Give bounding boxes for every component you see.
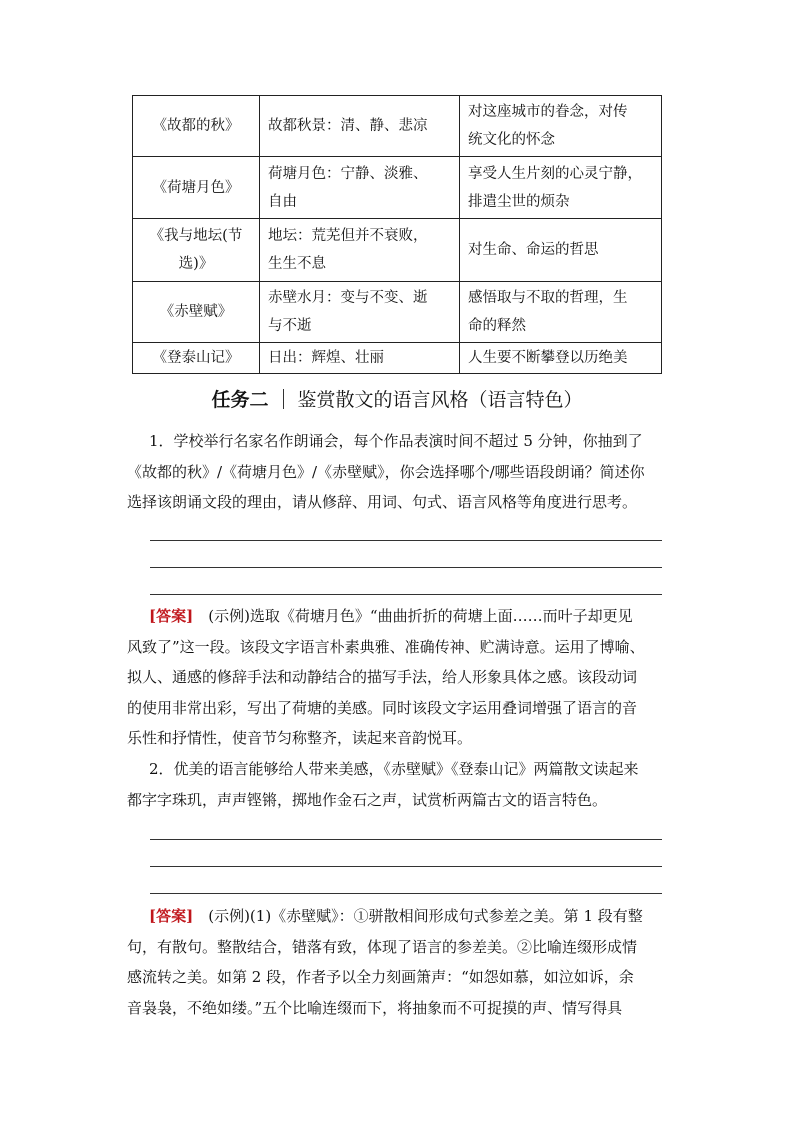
task-heading <box>0 383 794 417</box>
task-title-text: 鉴赏散文的语言风格（语言特色） <box>297 389 583 411</box>
answer-line: 乐性和抒情性，使音节匀称整齐，读起来音韵悦耳。 <box>127 729 473 747</box>
answer-blank-line <box>150 540 662 541</box>
question-line: 都字字珠玑，声声铿锵，掷地作金石之声，试赏析两篇古文的语言特色。 <box>127 790 608 809</box>
answer-blank-line <box>150 866 662 867</box>
answer-blank-line <box>150 594 662 595</box>
work-cell: 《我与地坛(节 选)》 <box>133 219 260 282</box>
question-line: 《故都的秋》/《荷塘月色》/《赤壁赋》，你会选择哪个/哪些语段朗诵？简述你 <box>127 462 645 481</box>
scene-cell: 荷塘月色：宁静、淡雅、 自由 <box>260 157 460 219</box>
emotion-cell: 享受人生片刻的心灵宁静， 排遣尘世的烦杂 <box>460 157 662 219</box>
answer-line: 拟人、通感的修辞手法和动静结合的描写手法，给人形象具体之感。该段动词 <box>127 668 638 686</box>
answer-blank-line <box>150 893 662 894</box>
scene-cell: 赤壁水月：变与不变、逝 与不逝 <box>260 282 460 343</box>
question-line: 1．学校举行名家名作朗诵会，每个作品表演时间不超过 5 分钟，你抽到了 <box>149 432 643 450</box>
heading-divider <box>283 389 284 409</box>
answer-line: 的使用非常出彩，写出了荷塘的美感。同时该段文字运用叠词增强了语言的音 <box>127 698 638 717</box>
scene-cell: 故都秋景：清、静、悲凉 <box>260 96 460 157</box>
scene-cell: 日出：辉煌、壮丽 <box>260 343 460 374</box>
emotion-cell: 人生要不断攀登以历绝美 <box>460 343 662 374</box>
question-line: 2．优美的语言能够给人带来美感，《赤壁赋》《登泰山记》两篇散文读起来 <box>149 760 639 778</box>
answer-line: 感流转之美。如第 2 段，作者予以全力刻画箫声：“如怨如慕，如泣如诉，余 <box>127 968 634 986</box>
answer-blank-line <box>150 839 662 840</box>
emotion-cell: 感悟取与不取的哲理，生 命的释然 <box>460 282 662 343</box>
answer-line: 风致了”这一段。该段文字语言朴素典雅、准确传神、贮满诗意。运用了博喻、 <box>127 637 645 656</box>
answer-line: 音袅袅，不绝如缕。”五个比喻连缀而下，将抽象而不可捉摸的声、情写得具 <box>127 998 623 1017</box>
answer-2 <box>127 901 677 1023</box>
work-cell: 《荷塘月色》 <box>133 157 260 219</box>
answer-label: [答案] <box>149 607 194 625</box>
work-cell: 《故都的秋》 <box>133 96 260 157</box>
answer-1 <box>127 601 677 754</box>
table-row <box>133 343 662 374</box>
emotion-cell: 对生命、命运的哲思 <box>460 219 662 282</box>
answer-line: (示例)(1)《赤壁赋》：①骈散相间形成句式参差之美。第 1 段有整 <box>208 907 643 925</box>
answer-label: [答案] <box>149 907 194 925</box>
answer-line: 句，有散句。整散结合，错落有致，体现了语言的参差美。②比喻连缀形成情 <box>127 937 638 956</box>
works-table <box>132 95 662 374</box>
question-line: 选择该朗诵文段的理由，请从修辞、用词、句式、语言风格等角度进行思考。 <box>127 493 638 511</box>
question-2 <box>127 754 677 815</box>
table-row <box>133 157 662 219</box>
task-number: 任务二 <box>211 389 269 411</box>
table-row <box>133 282 662 343</box>
answer-blank-line <box>150 567 662 568</box>
question-1 <box>127 426 677 518</box>
table-row <box>133 219 662 282</box>
emotion-cell: 对这座城市的眷念，对传 统文化的怀念 <box>460 96 662 157</box>
answer-line: (示例)选取《荷塘月色》“曲曲折折的荷塘上面……而叶子却更见 <box>208 607 633 625</box>
scene-cell: 地坛：荒芜但并不衰败， 生生不息 <box>260 219 460 282</box>
table-row <box>133 96 662 157</box>
work-cell: 《赤壁赋》 <box>133 282 260 343</box>
work-cell: 《登泰山记》 <box>133 343 260 374</box>
